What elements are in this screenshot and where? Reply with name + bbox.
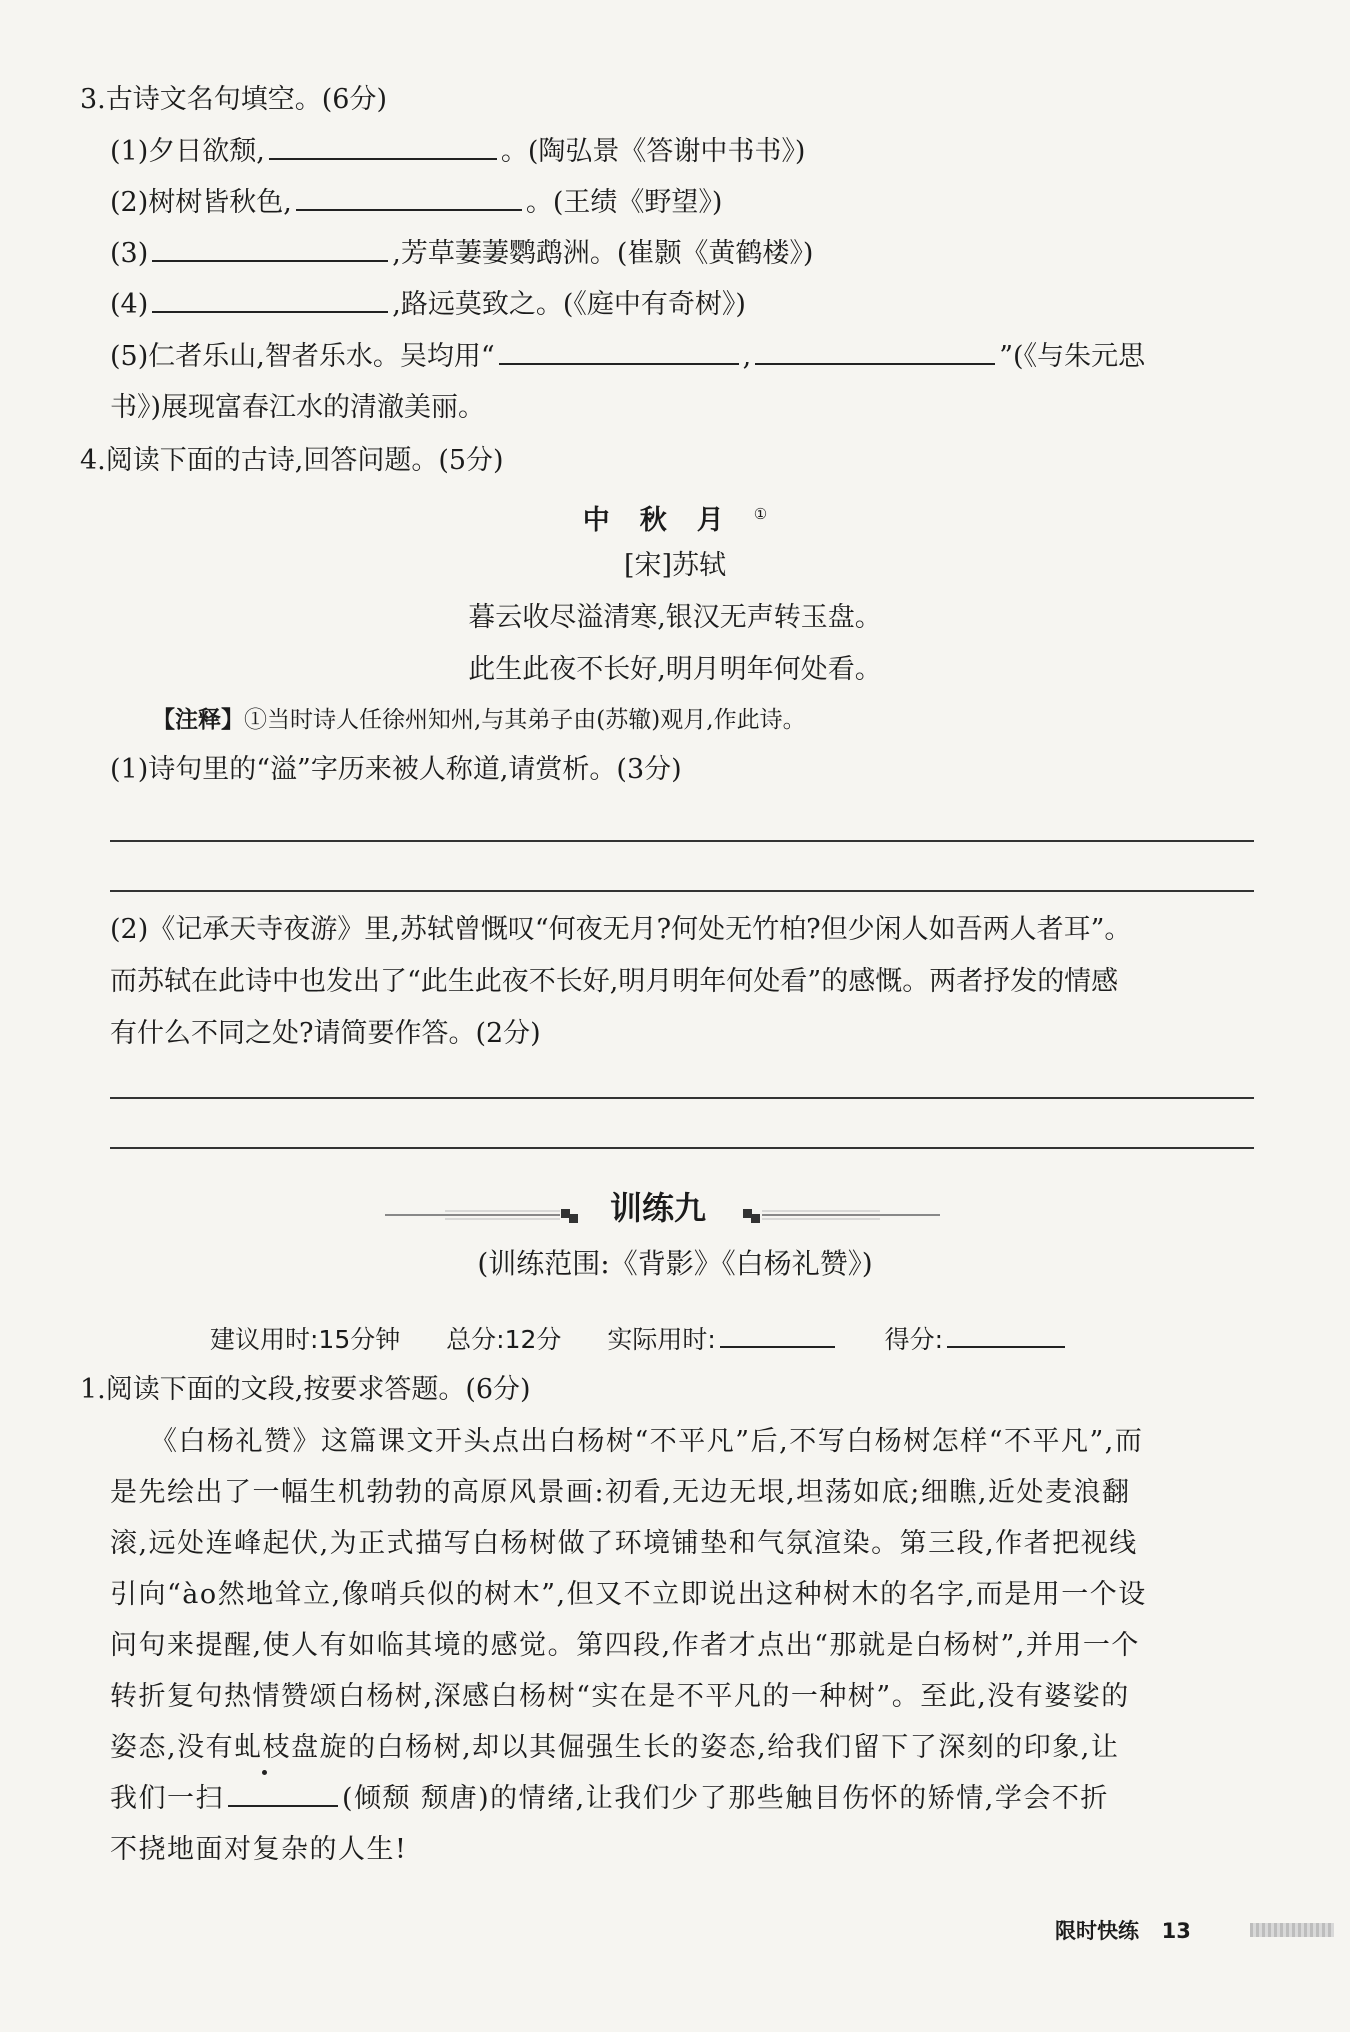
q3-item-1-after: 。(陶弘景《答谢中书书》) bbox=[500, 136, 806, 167]
q3-item-5-after: ”(《与朱元思 bbox=[999, 341, 1146, 372]
note-text: ①当时诗人任徐州知州,与其弟子由(苏辙)观月,作此诗。 bbox=[244, 707, 806, 733]
q3-item-2-before: (2)树树皆秋色, bbox=[110, 187, 292, 218]
passage-line-7: 姿态,没有虬枝盘旋的白杨树,却以其倔强生长的姿态,给我们留下了深刻的印象,让 bbox=[110, 1732, 1120, 1763]
poem-annotation bbox=[152, 700, 806, 740]
note-label: 【注释】 bbox=[152, 707, 244, 733]
score-field[interactable] bbox=[947, 1320, 1065, 1348]
footer-decoration-bar bbox=[1250, 1923, 1334, 1937]
answer-line[interactable] bbox=[110, 840, 1254, 842]
answer-line[interactable] bbox=[110, 1097, 1254, 1099]
actual-time-field[interactable] bbox=[720, 1320, 835, 1348]
section-meta bbox=[210, 1320, 1069, 1360]
passage-line-3: 滚,远处连峰起伏,为正式描写白杨树做了环境铺垫和气氛渲染。第三段,作者把视线 bbox=[110, 1528, 1138, 1559]
q4-sub-2-line-3: 有什么不同之处?请简要作答。(2分) bbox=[110, 1018, 541, 1049]
passage-line-9: 不挠地面对复杂的人生! bbox=[110, 1834, 408, 1865]
q3-item-5-before: (5)仁者乐山,智者乐水。吴均用“ bbox=[110, 341, 495, 372]
actual-time-label: 实际用时: bbox=[607, 1325, 716, 1354]
poem-line-2: 此生此夜不长好,明月明年何处看。 bbox=[468, 654, 882, 685]
q3-item-3-after: ,芳草萋萋鹦鹉洲。(崔颢《黄鹤楼》) bbox=[392, 238, 814, 269]
section-range: (训练范围:《背影》《白杨礼赞》) bbox=[477, 1247, 873, 1280]
footer-label: 限时快练 bbox=[1055, 1919, 1139, 1943]
q3-item-4-after: ,路远莫致之。(《庭中有奇树》) bbox=[392, 289, 746, 320]
q3-item-5 bbox=[110, 337, 1145, 377]
q3-item-1-before: (1)夕日欲颓, bbox=[110, 136, 265, 167]
q4-sub-2-line-1: (2)《记承天寺夜游》里,苏轼曾慨叹“何夜无月?何处无竹柏?但少闲人如吾两人者耳”。 bbox=[110, 914, 1132, 945]
s1-heading: 1.阅读下面的文段,按要求答题。(6分) bbox=[80, 1374, 531, 1405]
answer-blank[interactable] bbox=[296, 183, 522, 211]
answer-line[interactable] bbox=[110, 1147, 1254, 1149]
suggested-time: 建议用时:15分钟 bbox=[210, 1325, 401, 1354]
passage-line-8-after: (倾颓 颓唐)的情绪,让我们少了那些触目伤怀的矫情,学会不折 bbox=[342, 1783, 1109, 1814]
q4-sub-2-line-2: 而苏轼在此诗中也发出了“此生此夜不长好,明月明年何处看”的感慨。两者抒发的情感 bbox=[110, 966, 1119, 997]
q3-item-3 bbox=[110, 234, 813, 274]
section-title bbox=[610, 1188, 706, 1231]
passage-line-2: 是先绘出了一幅生机勃勃的高原风景画:初看,无边无垠,坦荡如底;细瞧,近处麦浪翻 bbox=[110, 1477, 1131, 1508]
poem-title-text: 中秋月 bbox=[582, 505, 754, 536]
q3-item-5-cont: 书》)展现富春江水的清澈美丽。 bbox=[110, 392, 486, 423]
section-ornament-right bbox=[740, 1205, 940, 1225]
q4-heading: 4.阅读下面的古诗,回答问题。(5分) bbox=[80, 445, 504, 476]
passage-line-5: 问句来提醒,使人有如临其境的感觉。第四段,作者才点出“那就是白杨树”,并用一个 bbox=[110, 1630, 1140, 1661]
answer-blank[interactable] bbox=[755, 337, 995, 365]
section-title-text: 训练九 bbox=[610, 1189, 707, 1227]
q3-item-5-middle: , bbox=[742, 341, 752, 372]
poem-author: [宋]苏轼 bbox=[623, 550, 727, 581]
q3-item-3-before: (3) bbox=[110, 238, 149, 269]
score-label: 得分: bbox=[884, 1325, 944, 1354]
section-ornament-left bbox=[385, 1205, 581, 1225]
passage-line-8 bbox=[110, 1779, 1109, 1819]
q3-item-2 bbox=[110, 183, 722, 223]
emphasis-dot bbox=[262, 1770, 267, 1775]
total-score: 总分:12分 bbox=[446, 1325, 562, 1354]
q3-item-1 bbox=[110, 132, 805, 172]
q3-item-2-after: 。(王绩《野望》) bbox=[525, 187, 723, 218]
q3-heading: 3.古诗文名句填空。(6分) bbox=[80, 84, 388, 115]
passage-line-8-before: 我们一扫 bbox=[110, 1783, 224, 1814]
q3-item-4 bbox=[110, 285, 746, 325]
answer-blank[interactable] bbox=[152, 285, 388, 313]
page-footer bbox=[1055, 1910, 1191, 1951]
passage-line-4: 引向“ào然地耸立,像哨兵似的树木”,但又不立即说出这种树木的名字,而是用一个设 bbox=[110, 1579, 1147, 1610]
passage-line-6: 转折复句热情赞颂白杨树,深感白杨树“实在是不平凡的一种树”。至此,没有婆娑的 bbox=[110, 1681, 1130, 1712]
answer-blank[interactable] bbox=[228, 1779, 338, 1807]
poem-title bbox=[0, 494, 1350, 541]
passage-line-1: 《白杨礼赞》这篇课文开头点出白杨树“不平凡”后,不写白杨树怎样“不平凡”,而 bbox=[150, 1426, 1144, 1457]
q4-sub-1: (1)诗句里的“溢”字历来被人称道,请赏析。(3分) bbox=[110, 754, 682, 785]
poem-title-note: ① bbox=[753, 505, 768, 523]
answer-blank[interactable] bbox=[152, 234, 388, 262]
answer-line[interactable] bbox=[110, 890, 1254, 892]
q3-item-4-before: (4) bbox=[110, 289, 149, 320]
page-number: 13 bbox=[1161, 1919, 1191, 1943]
answer-blank[interactable] bbox=[269, 132, 497, 160]
answer-blank[interactable] bbox=[499, 337, 739, 365]
poem-line-1: 暮云收尽溢清寒,银汉无声转玉盘。 bbox=[468, 602, 882, 633]
